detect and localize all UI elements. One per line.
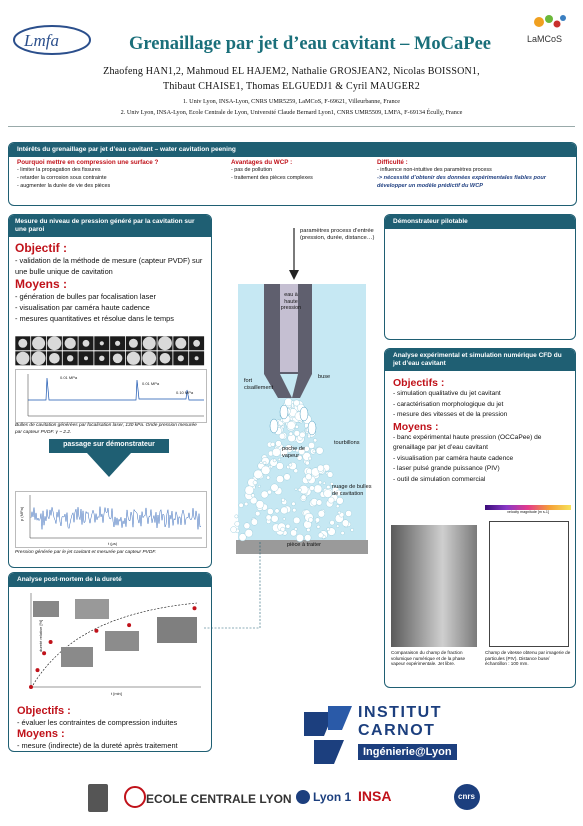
- caption-2: Pression générée par le jet cavitant et mesurée par capteur PVDF.: [15, 550, 156, 555]
- vapour-pocket: [308, 421, 316, 435]
- list-item: - influence non-intuitive des paramètres process: [377, 166, 572, 174]
- moyens-list: [15, 291, 207, 324]
- piv-axes: [489, 521, 569, 647]
- bubble: [65, 338, 76, 349]
- cavitation-bubble: [292, 502, 296, 506]
- list-item: - mesure (indirecte) de la dureté après traitement: [17, 740, 209, 751]
- cfd-simulation-image: [391, 525, 477, 647]
- pressure-plot-2: [15, 491, 207, 548]
- plot2-ylabel: p (MPa): [19, 506, 24, 521]
- cavitation-bubble: [292, 508, 296, 512]
- carnot-line-1: INSTITUT: [358, 704, 442, 721]
- lyon1-emblem-icon: [296, 790, 310, 804]
- plot1-label-3: 0.10 MPa: [176, 390, 194, 395]
- cavitation-bubble: [308, 435, 311, 438]
- affiliation-2: 2. Univ Lyon, INSA-Lyon, Ecole Centrale de Lyon, Université Claude Bernard Lyon1, CNRS UMR5509, LMFA, F-69134 Écully, France: [120, 109, 463, 116]
- interest-conclusion: -> nécessité d’obtenir des données expérimentales fiables pour développer un modèle prédictif du WCP: [377, 175, 546, 189]
- interest-col-1: [17, 159, 217, 190]
- list-item: - traitement des pièces complexes: [231, 174, 371, 182]
- cavitation-bubble: [295, 488, 297, 490]
- list-item: - visualisation par caméra haute cadence: [393, 454, 573, 465]
- authors-line-1: Zhaofeng HAN1,2, Mahmoud EL HAJEM2, Nathalie GROSJEAN2, Nicolas BOISSON1,: [103, 66, 480, 77]
- cavitation-bubble: [245, 529, 253, 537]
- cavitation-bubble: [281, 527, 285, 531]
- cavitation-bubble: [289, 463, 292, 466]
- lmfa-logo-text: Lmfa: [24, 31, 59, 50]
- cavitation-bubble: [336, 497, 343, 504]
- cavitation-bubble: [231, 527, 237, 533]
- poster-title: Grenaillage par jet d’eau cavitant – MoCaPee: [128, 34, 492, 54]
- cavitation-bubble: [261, 466, 270, 475]
- cfd-objectifs-list: [393, 389, 573, 421]
- bubble-cloud-label: nuage de bulles de cavitation: [332, 484, 372, 497]
- workpiece-label: pièce à traiter: [287, 542, 321, 548]
- vapour-pocket-label: poche de vapeur: [282, 446, 306, 459]
- bubble: [160, 353, 171, 364]
- cavitation-bubble: [336, 505, 339, 508]
- pressure-box-header: Mesure du niveau de pression généré par la cavitation sur une paroi: [9, 215, 211, 237]
- hardness-objectifs-label: Objectifs :: [17, 705, 71, 717]
- jet-schematic: [212, 222, 380, 562]
- lamcos-logo: [525, 12, 575, 48]
- caption-1: Bulles de cavitation générées par focalisation laser, 130 kPa. Onde pression mesurée par capteur PVDF. γ ~ 2.2.: [15, 423, 197, 435]
- hardness-point: [36, 668, 40, 672]
- cavitation-bubble: [253, 481, 257, 485]
- cavitation-bubble: [263, 461, 266, 464]
- logo-lyon1: Lyon 1: [313, 790, 352, 804]
- cavitation-bubble: [296, 534, 304, 542]
- bubble: [32, 337, 45, 350]
- bubble: [84, 356, 88, 360]
- pressure-trace-2: [31, 507, 201, 530]
- plot2-xlabel: t (μs): [108, 541, 118, 546]
- cavitation-bubble: [266, 476, 270, 480]
- footer-logos: [8, 780, 575, 820]
- cavitation-bubble: [327, 528, 330, 531]
- hardness-ylabel: dureté relative [%]: [38, 619, 43, 652]
- cfd-caption-right: Champ de vitesse obtenu par imagerie de particules (PIV). Distance buse/échantillon : 100 mm.: [485, 650, 571, 667]
- cavitation-bubble: [271, 515, 278, 522]
- cavitation-bubble: [272, 448, 280, 456]
- cavitation-bubble: [261, 491, 268, 498]
- bubble: [115, 341, 120, 346]
- interest-box: [8, 142, 577, 206]
- objectif-label: Objectif :: [15, 241, 68, 255]
- cavitation-bubble: [254, 470, 263, 479]
- bubble: [83, 340, 90, 347]
- cfd-box-header: Analyse expérimental et simulation numérique CFD du jet d’eau cavitant: [385, 349, 575, 371]
- cavitation-bubble: [284, 474, 291, 481]
- hardness-box-header: Analyse post-mortem de la dureté: [9, 573, 211, 587]
- pressure-trace-1: [28, 378, 204, 400]
- cavitation-bubble: [317, 465, 324, 472]
- list-item: - visualisation par caméra haute cadence: [15, 302, 207, 313]
- list-item: - caractérisation morphologique du jet: [393, 400, 573, 411]
- pressure-plot-1: [15, 369, 207, 423]
- cavitation-bubble: [346, 510, 352, 516]
- cavitation-bubble: [244, 502, 248, 506]
- list-item: - simulation qualitative du jet cavitant: [393, 389, 573, 400]
- cavitation-bubble: [255, 511, 260, 516]
- bubble: [142, 351, 156, 365]
- cfd-moyens-list: [393, 433, 573, 486]
- cavitation-bubble: [316, 500, 322, 506]
- process-params-label: paramètres process d’entrée (pression, durée, distance…): [300, 228, 375, 241]
- cavitation-bubble: [258, 485, 260, 487]
- cavitation-bubble: [276, 463, 283, 470]
- list-item: - laser pulsé grande puissance (PIV): [393, 464, 573, 475]
- cavitation-bubble: [235, 515, 238, 518]
- cavitation-bubble: [318, 510, 325, 517]
- logo-insa: INSA: [358, 788, 392, 804]
- vapour-pocket: [280, 405, 288, 419]
- cfd-text: [393, 377, 573, 485]
- cavitation-bubble: [314, 485, 322, 493]
- list-item: - retarder la corrosion sous contrainte: [17, 174, 217, 182]
- bubble: [113, 354, 123, 364]
- list-item: - évaluer les contraintes de compression induites: [17, 717, 209, 728]
- cavitation-bubble: [278, 458, 281, 461]
- bubble: [195, 356, 199, 360]
- demonstrator-box: [384, 214, 576, 340]
- cfd-box: [384, 348, 576, 688]
- nozzle-label: buse: [318, 374, 331, 380]
- cavitation-bubble: [338, 511, 341, 514]
- cavitation-bubble: [306, 474, 312, 480]
- cavitation-bubble: [336, 525, 339, 528]
- bubble: [100, 341, 104, 345]
- cavitation-bubble: [305, 461, 309, 465]
- list-item: - limiter la propagation des fissures: [17, 166, 217, 174]
- bubble: [18, 339, 27, 348]
- carnot-logo: [300, 700, 500, 770]
- hardness-point: [127, 623, 131, 627]
- cavitation-bubble: [271, 484, 279, 492]
- cavitation-bubble: [294, 430, 300, 436]
- logo-ecole-centrale: ECOLE CENTRALE LYON: [146, 792, 292, 806]
- cavitation-bubble: [276, 441, 282, 447]
- bubble: [48, 336, 62, 350]
- hardness-box: [8, 572, 212, 752]
- lmfa-logo: [12, 20, 94, 58]
- list-item: - pas de pollution: [231, 166, 371, 174]
- carnot-line-2: CARNOT: [358, 722, 436, 739]
- interest-col-2: [231, 159, 371, 182]
- list-item: - outil de simulation commercial: [393, 475, 573, 486]
- pressure-text: [15, 241, 207, 324]
- cavitation-bubble: [327, 472, 333, 478]
- bubble: [143, 337, 156, 350]
- cavitation-bubble: [244, 523, 250, 529]
- cavitation-bubble: [260, 461, 263, 464]
- cavitation-bubble: [351, 528, 354, 531]
- connector-line: [200, 540, 270, 640]
- bubble: [175, 338, 186, 349]
- cavitation-bubble: [316, 447, 323, 454]
- cavitation-bubble: [305, 534, 312, 541]
- cavitation-bubble: [267, 508, 273, 514]
- interest-col-2-list: [231, 166, 371, 182]
- cavitation-bubble: [341, 531, 345, 535]
- logo-cnrs: cnrs: [458, 792, 475, 801]
- bubble: [49, 353, 60, 364]
- hardness-xlabel: t [min]: [111, 691, 122, 696]
- cavitation-bubble: [239, 503, 244, 508]
- cavitation-bubble: [245, 486, 254, 495]
- arrow-label: passage sur démonstrateur: [63, 441, 155, 448]
- cavitation-bubble: [318, 533, 323, 538]
- cavitation-bubble: [324, 489, 332, 497]
- pressure-box: [8, 214, 212, 568]
- vapour-pocket: [270, 419, 278, 433]
- cfd-objectifs-label: Objectifs :: [393, 377, 445, 389]
- cavitation-bubble: [301, 495, 306, 500]
- affiliation-1: 1. Univ Lyon, INSA-Lyon, CNRS UMR5259, LaMCoS, F-69621, Villeurbanne, France: [182, 98, 401, 105]
- cfd-caption-left: Comparaison du champ de fraction volumique numérique et de la phase vapeur expérimentale. Jet libre.: [391, 650, 466, 667]
- vortices-label: tourbillons: [334, 440, 360, 446]
- cavitation-bubble: [275, 509, 279, 513]
- interest-box-header: Intérêts du grenaillage par jet d’eau cavitant – water cavitation peening: [9, 143, 576, 157]
- bubble: [158, 336, 172, 350]
- cavitation-bubble: [315, 518, 320, 523]
- cavitation-bubble: [295, 425, 298, 428]
- cavitation-bubble: [286, 524, 290, 528]
- cavitation-bubble: [308, 518, 313, 523]
- bubble: [127, 352, 140, 365]
- authors-line-2: Thibaut CHAISE1, Thomas ELGUEDJ1 & Cyril MAUGER2: [163, 81, 420, 92]
- hardness-plot: [15, 589, 205, 699]
- cavitation-bubble: [317, 525, 320, 528]
- cavitation-bubble: [289, 432, 293, 436]
- bubble: [129, 339, 138, 348]
- cavitation-bubble: [283, 518, 286, 521]
- piv-plot: [485, 505, 571, 647]
- plot1-label-1: 0.01 MPa: [60, 375, 78, 380]
- affiliations: [8, 96, 575, 118]
- hardness-point: [49, 640, 53, 644]
- cavitation-bubble: [235, 521, 240, 526]
- list-item: - mesure des vitesses et de la pression: [393, 410, 573, 421]
- demonstrator-arrow: [49, 439, 169, 479]
- cavitation-bubble: [323, 482, 326, 485]
- list-item: - banc expérimental haute pression (OCCaPee) de grenaillage par jet d’eau cavitant: [393, 433, 573, 454]
- cavitation-bubble: [294, 528, 297, 531]
- interest-col-1-list: [17, 166, 217, 190]
- interest-col-1-title: Pourquoi mettre en compression une surface ?: [17, 159, 159, 166]
- cavitation-bubble: [298, 488, 301, 491]
- shear-label: fort cisaillement: [244, 378, 274, 391]
- interest-col-3-title: Difficulté :: [377, 159, 408, 166]
- bubble: [32, 351, 46, 365]
- cavitation-bubble: [300, 432, 306, 438]
- high-pressure-label: eau à haute pression: [280, 292, 302, 311]
- colorbar-label: velocity magnitude [m s-1]: [507, 510, 549, 514]
- cavitation-bubble: [307, 528, 311, 532]
- hardness-moyens-list: [17, 740, 209, 751]
- list-item: - augmenter la durée de vie des pièces: [17, 182, 217, 190]
- moyens-label: Moyens :: [15, 277, 68, 291]
- interest-col-2-title: Avantages du WCP :: [231, 159, 293, 166]
- hardness-objectifs-list: [17, 717, 209, 728]
- hardness-point: [29, 685, 33, 689]
- header-divider: [8, 126, 575, 127]
- plot1-label-2: 0.01 MPa: [142, 381, 160, 386]
- ecl-emblem-icon: [124, 786, 146, 808]
- hardness-point: [193, 606, 197, 610]
- cavitation-bubble: [342, 520, 349, 527]
- cavitation-bubble: [266, 515, 271, 520]
- interest-col-3-list: [377, 166, 572, 174]
- cavitation-bubble: [319, 481, 322, 484]
- list-item: - génération de bulles par focalisation laser: [15, 291, 207, 302]
- cfd-moyens-label: Moyens :: [393, 420, 439, 433]
- hardness-point: [94, 629, 98, 633]
- crest-icon: [88, 784, 108, 812]
- carnot-line-3: Ingénierie@Lyon: [358, 744, 457, 760]
- cavitation-bubble: [271, 442, 275, 446]
- bubble: [193, 340, 200, 347]
- cavitation-bubble: [309, 486, 314, 491]
- cavitation-bubble: [330, 520, 335, 525]
- cavitation-bubble: [273, 459, 276, 462]
- bubble: [67, 355, 73, 361]
- demonstrator-box-header: Démonstrateur pilotable: [385, 215, 575, 229]
- list-item: - mesures quantitatives et résolue dans le temps: [15, 313, 207, 324]
- objectif-list: [15, 255, 207, 277]
- bubble: [99, 356, 104, 361]
- cavitation-bubble: [293, 517, 300, 524]
- cavitation-bubble: [276, 475, 283, 482]
- vapour-pocket: [300, 407, 308, 421]
- interest-col-3: [377, 159, 572, 190]
- cavitation-bubble: [313, 439, 317, 443]
- cavitation-bubble: [281, 507, 288, 514]
- lamcos-logo-text: LaMCoS: [527, 34, 563, 44]
- bubble: [178, 355, 184, 361]
- bubble-image-strip: [15, 336, 205, 366]
- hardness-text: [17, 705, 209, 751]
- hardness-moyens-label: Moyens :: [17, 728, 65, 740]
- cavitation-bubble: [256, 501, 264, 509]
- cavitation-bubble: [267, 490, 271, 494]
- bubble: [16, 352, 29, 365]
- cavitation-bubble: [251, 519, 258, 526]
- list-item: - validation de la méthode de mesure (capteur PVDF) sur une bulle unique de cavitation: [15, 255, 207, 277]
- cavitation-bubble: [281, 498, 284, 501]
- authors: [8, 64, 575, 94]
